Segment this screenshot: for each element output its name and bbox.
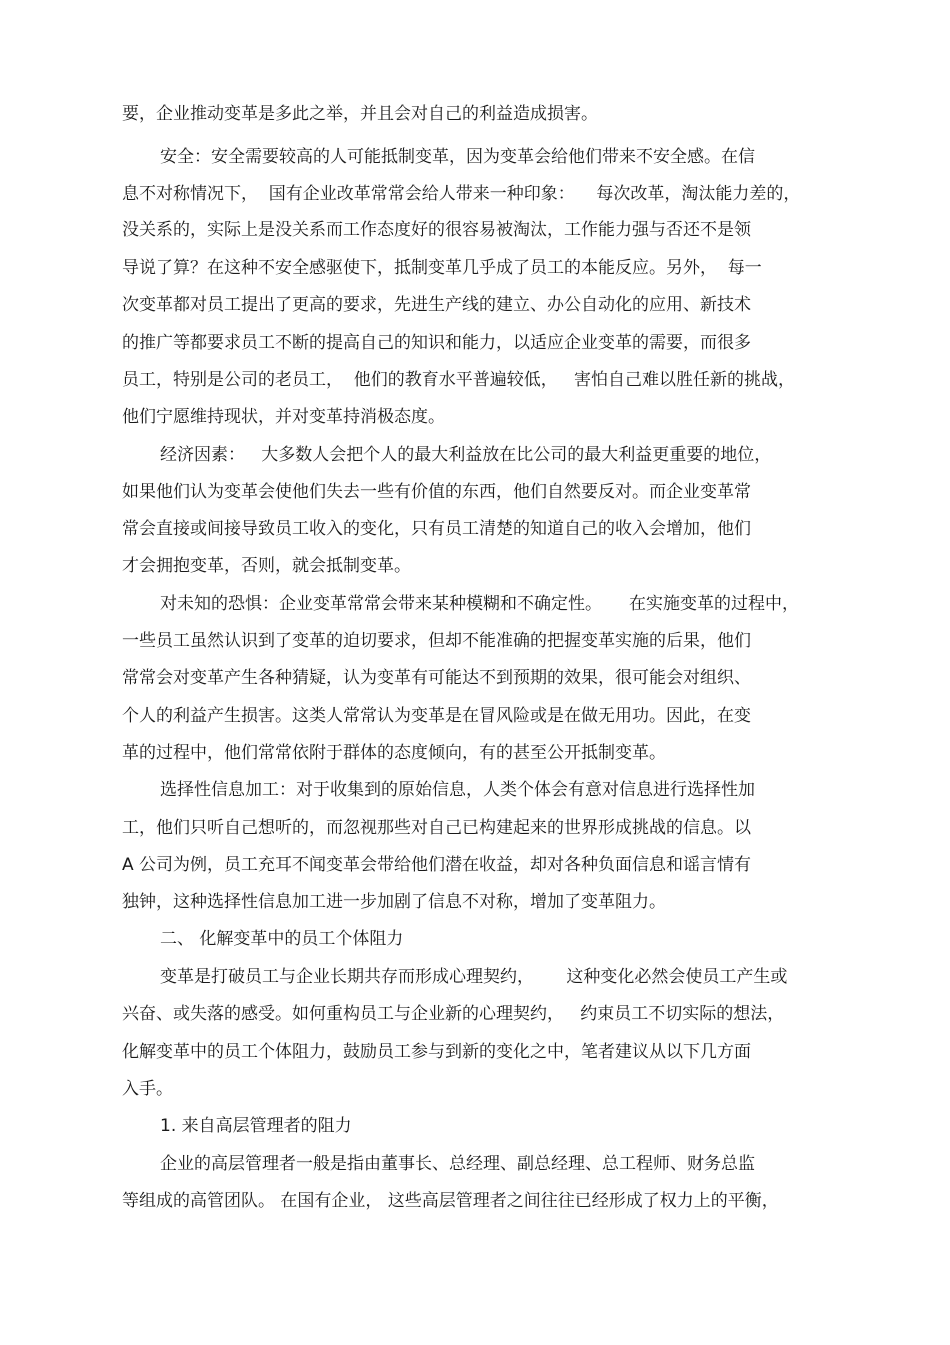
paragraph-selective-processing: 选择性信息加工：对于收集到的原始信息，人类个体会有意对信息进行选择性加 — [160, 780, 755, 800]
text-line: 个人的利益产生损害。这类人常常认为变革是在冒风险或是在做无用功。因此，在变 — [122, 706, 751, 726]
text-line: 要，企业推动变革是多此之举，并且会对自己的利益造成损害。 — [122, 104, 598, 124]
text-line: A 公司为例，员工充耳不闻变革会带给他们潜在收益，却对各种负面信息和谣言情有 — [122, 855, 752, 875]
text-line: 工，他们只听自己想听的，而忽视那些对自己已构建起来的世界形成挑战的信息。以 — [122, 818, 751, 838]
text-line: 兴奋、或失落的感受。如何重构员工与企业新的心理契约， 约束员工不切实际的想法， — [122, 1004, 785, 1024]
text-line: 常会直接或间接导致员工收入的变化，只有员工清楚的知道自己的收入会增加，他们 — [122, 519, 751, 539]
section-heading: 二、 化解变革中的员工个体阻力 — [160, 929, 404, 949]
text-line: 导说了算？在这种不安全感驱使下，抵制变革几乎成了员工的本能反应。另外， 每一 — [122, 258, 762, 278]
text-line: 员工，特别是公司的老员工， 他们的教育水平普遍较低， 害怕自己难以胜任新的挑战， — [122, 370, 796, 390]
text-line: 革的过程中，他们常常依附于群体的态度倾向，有的甚至公开抵制变革。 — [122, 743, 666, 763]
text-line: 的推广等都要求员工不断的提高自己的知识和能力，以适应企业变革的需要，而很多 — [122, 333, 751, 353]
text-line: 次变革都对员工提出了更高的要求，先进生产线的建立、办公自动化的应用、新技术 — [122, 295, 751, 315]
paragraph-psychological-contract: 变革是打破员工与企业长期共存而形成心理契约， 这种变化必然会使员工产生或 — [160, 967, 788, 987]
text-line: 一些员工虽然认识到了变革的迫切要求，但却不能准确的把握变革实施的后果，他们 — [122, 631, 751, 651]
text-line: 入手。 — [122, 1079, 173, 1099]
paragraph-senior-management: 企业的高层管理者一般是指由董事长、总经理、副总经理、总工程师、财务总监 — [160, 1154, 755, 1174]
text-line: 等组成的高管团队。 在国有企业， 这些高层管理者之间往往已经形成了权力上的平衡， — [122, 1191, 779, 1211]
text-line: 才会拥抱变革，否则，就会抵制变革。 — [122, 556, 411, 576]
text-line: 他们宁愿维持现状，并对变革持消极态度。 — [122, 407, 445, 427]
text-line: 独钟，这种选择性信息加工进一步加剧了信息不对称，增加了变革阻力。 — [122, 892, 666, 912]
text-line: 息不对称情况下， 国有企业改革常常会给人带来一种印象： 每次改革，淘汰能力差的， — [122, 184, 801, 204]
text-line: 化解变革中的员工个体阻力，鼓励员工参与到新的变化之中，笔者建议从以下几方面 — [122, 1042, 751, 1062]
text-line: 没关系的，实际上是没关系而工作态度好的很容易被淘汰，工作能力强与否还不是领 — [122, 220, 751, 240]
paragraph-economic: 经济因素： 大多数人会把个人的最大利益放在比公司的最大利益更重要的地位， — [160, 445, 772, 465]
text-line: 如果他们认为变革会使他们失去一些有价值的东西，他们自然要反对。而企业变革常 — [122, 482, 751, 502]
subsection-heading: 1. 来自高层管理者的阻力 — [160, 1116, 352, 1136]
paragraph-fear-of-unknown: 对未知的恐惧：企业变革常常会带来某种模糊和不确定性。 在实施变革的过程中， — [160, 594, 800, 614]
paragraph-safety: 安全：安全需要较高的人可能抵制变革，因为变革会给他们带来不安全感。在信 — [160, 147, 755, 167]
text-line: 常常会对变革产生各种猜疑，认为变革有可能达不到预期的效果，很可能会对组织、 — [122, 668, 751, 688]
